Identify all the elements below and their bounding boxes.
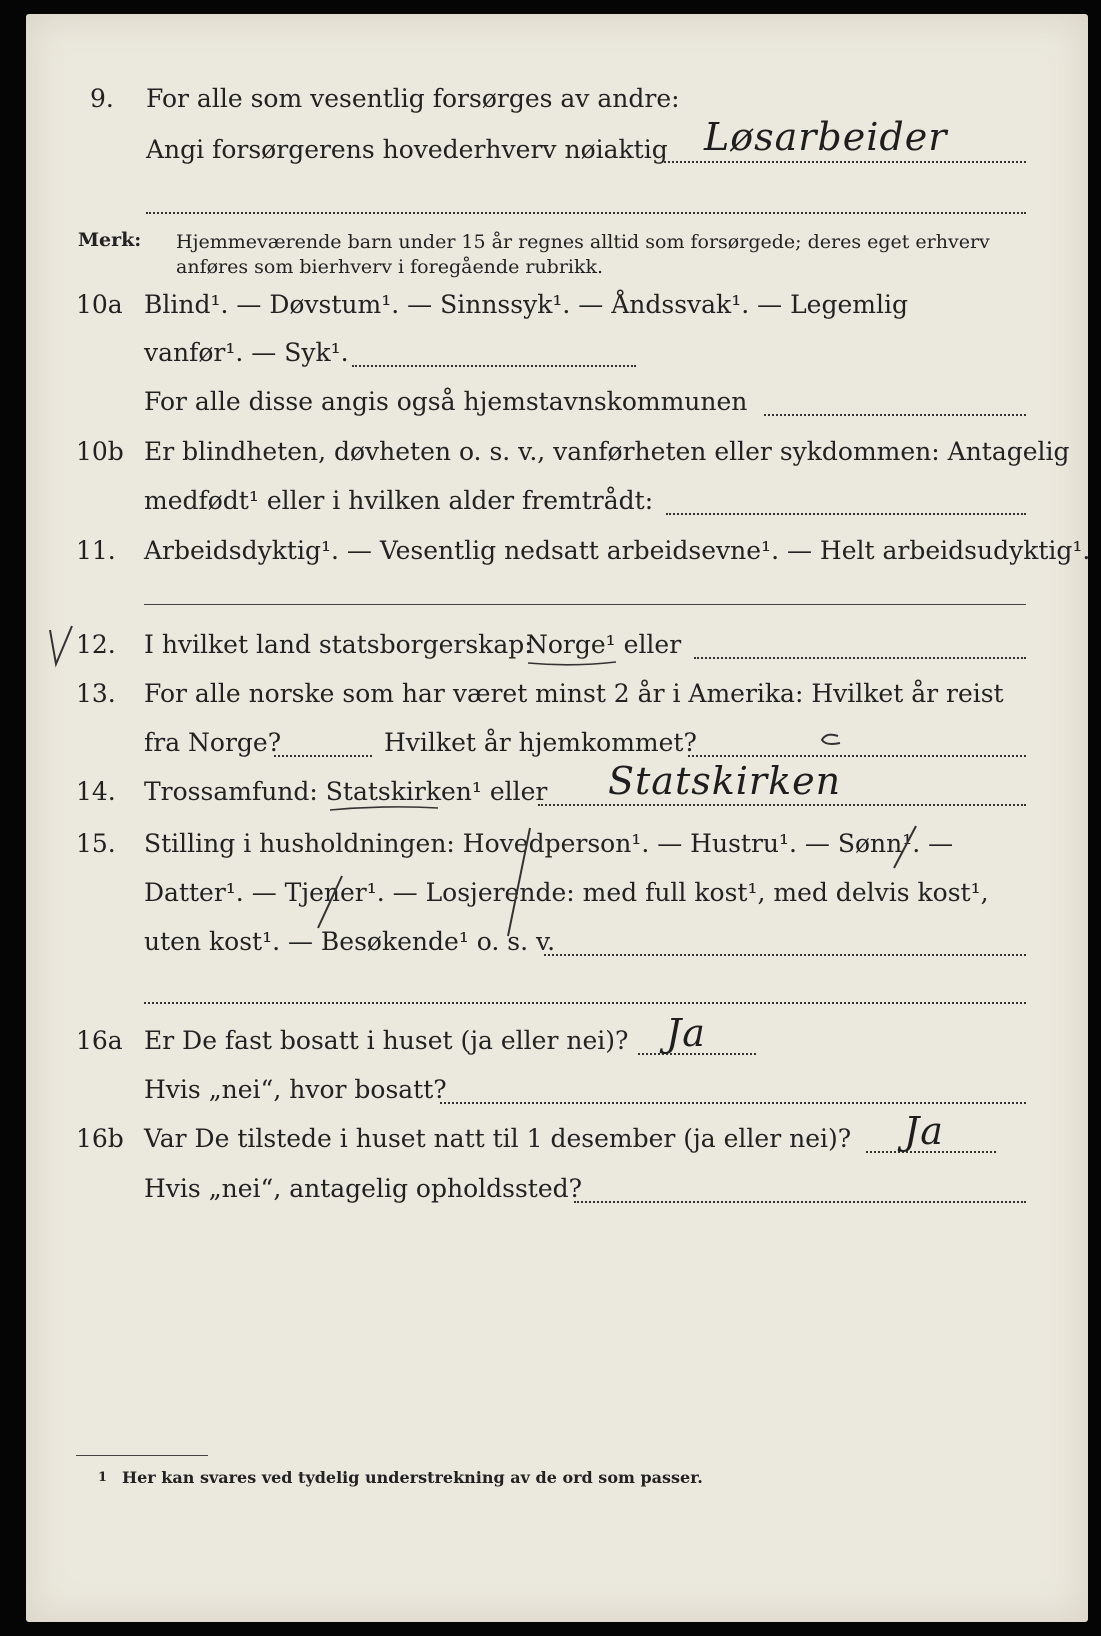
q11-line1: Arbeidsdyktig¹. — Vesentlig nedsatt arbeidsevne¹. — Helt arbeidsudyktig¹. (144, 536, 1091, 565)
q15-line1: Stilling i husholdningen: Hovedperson¹. — Hustru¹. — Sønn¹. — (144, 829, 954, 858)
q12-norge-option: Norge¹ eller (526, 630, 682, 659)
q15-stilling-field[interactable] (544, 954, 1026, 956)
q12-number: 12. (76, 630, 116, 659)
q9-answer-field[interactable] (664, 161, 1026, 163)
q14-line1: Trossamfund: Statskirken¹ eller (144, 777, 548, 806)
q10b-line2: medfødt¹ eller i hvilken alder fremtrådt: (144, 486, 654, 515)
norge-underline (526, 660, 618, 668)
q16a-line2: Hvis „nei“, hvor bosatt? (144, 1075, 447, 1104)
q10b-line1: Er blindheten, døvheten o. s. v., vanførheten eller sykdommen: Antagelig (144, 437, 1070, 466)
q15-line2: Datter¹. — Tjener¹. — Losjerende: med full kost¹, med delvis kost¹, (144, 878, 989, 907)
q15-line3: uten kost¹. — Besøkende¹ o. s. v. (144, 927, 556, 956)
q16a-handwritten-answer: Ja (666, 1011, 706, 1055)
q13-reist-field[interactable] (274, 755, 372, 757)
q13-line2a: fra Norge? (144, 728, 282, 757)
handwritten-c-mark (816, 730, 846, 752)
footnote-marker: 1 (98, 1470, 108, 1485)
q16b-handwritten-answer: Ja (904, 1109, 944, 1153)
check-mark-icon (46, 624, 76, 674)
q10a-hjemstavn-field[interactable] (764, 414, 1026, 416)
statskirken-underline (328, 804, 440, 814)
q9-handwritten-answer: Løsarbeider (704, 115, 948, 159)
q16a-hvor-field[interactable] (440, 1102, 1026, 1104)
footnote-text: Her kan svares ved tydelig understrekning av de ord som passer. (122, 1468, 703, 1487)
q14-trossamfund-field[interactable] (538, 804, 1026, 806)
q10a-number: 10a (76, 290, 123, 319)
q10a-syk-field[interactable] (352, 365, 636, 367)
q16b-line2: Hvis „nei“, antagelig opholdssted? (144, 1174, 583, 1203)
q10b-alder-field[interactable] (666, 513, 1026, 515)
strike-tjener-mark (312, 872, 352, 932)
q11-rule (144, 604, 1026, 605)
strike-sonn-mark (886, 822, 926, 872)
q9-line2: Angi forsørgerens hovederhverv nøiaktig (146, 135, 668, 164)
q16b-opholdssted-field[interactable] (574, 1201, 1026, 1203)
q13-number: 13. (76, 679, 116, 708)
q15-extra-field[interactable] (144, 1002, 1026, 1004)
q16a-number: 16a (76, 1026, 123, 1055)
q14-handwritten-answer: Statskirken (608, 759, 842, 803)
q12-land-field[interactable] (694, 657, 1026, 659)
q9-number: 9. (90, 84, 114, 113)
q13-line1: For alle norske som har været minst 2 år i Amerika: Hvilket år reist (144, 679, 1004, 708)
footnote-rule (76, 1455, 208, 1456)
merk-line1: Hjemmeværende barn under 15 år regnes alltid som forsørgede; deres eget erhverv (176, 231, 990, 253)
form-page (26, 14, 1091, 1622)
strike-hovedperson-mark (502, 824, 542, 944)
q13-line2b: Hvilket år hjemkommet? (384, 728, 697, 757)
q11-number: 11. (76, 536, 116, 565)
q9-extra-field[interactable] (146, 212, 1026, 214)
q10a-line1: Blind¹. — Døvstum¹. — Sinnssyk¹. — Åndssvak¹. — Legemlig (144, 290, 908, 319)
q14-number: 14. (76, 777, 116, 806)
q12-line1: I hvilket land statsborgerskap: (144, 630, 533, 659)
q10b-number: 10b (76, 437, 124, 466)
merk-line2: anføres som bierhverv i foregående rubrikk. (176, 256, 604, 278)
q9-line1: For alle som vesentlig forsørges av andre: (146, 84, 680, 113)
q16a-line1: Er De fast bosatt i huset (ja eller nei)? (144, 1026, 629, 1055)
q16b-number: 16b (76, 1124, 124, 1153)
merk-label: Merk: (78, 229, 142, 251)
q16b-line1: Var De tilstede i huset natt til 1 desember (ja eller nei)? (144, 1124, 852, 1153)
q10a-line2: vanfør¹. — Syk¹. (144, 338, 349, 367)
q13-hjemkommet-field[interactable] (688, 755, 1026, 757)
q15-number: 15. (76, 829, 116, 858)
q10a-line3: For alle disse angis også hjemstavnskommunen (144, 387, 748, 416)
